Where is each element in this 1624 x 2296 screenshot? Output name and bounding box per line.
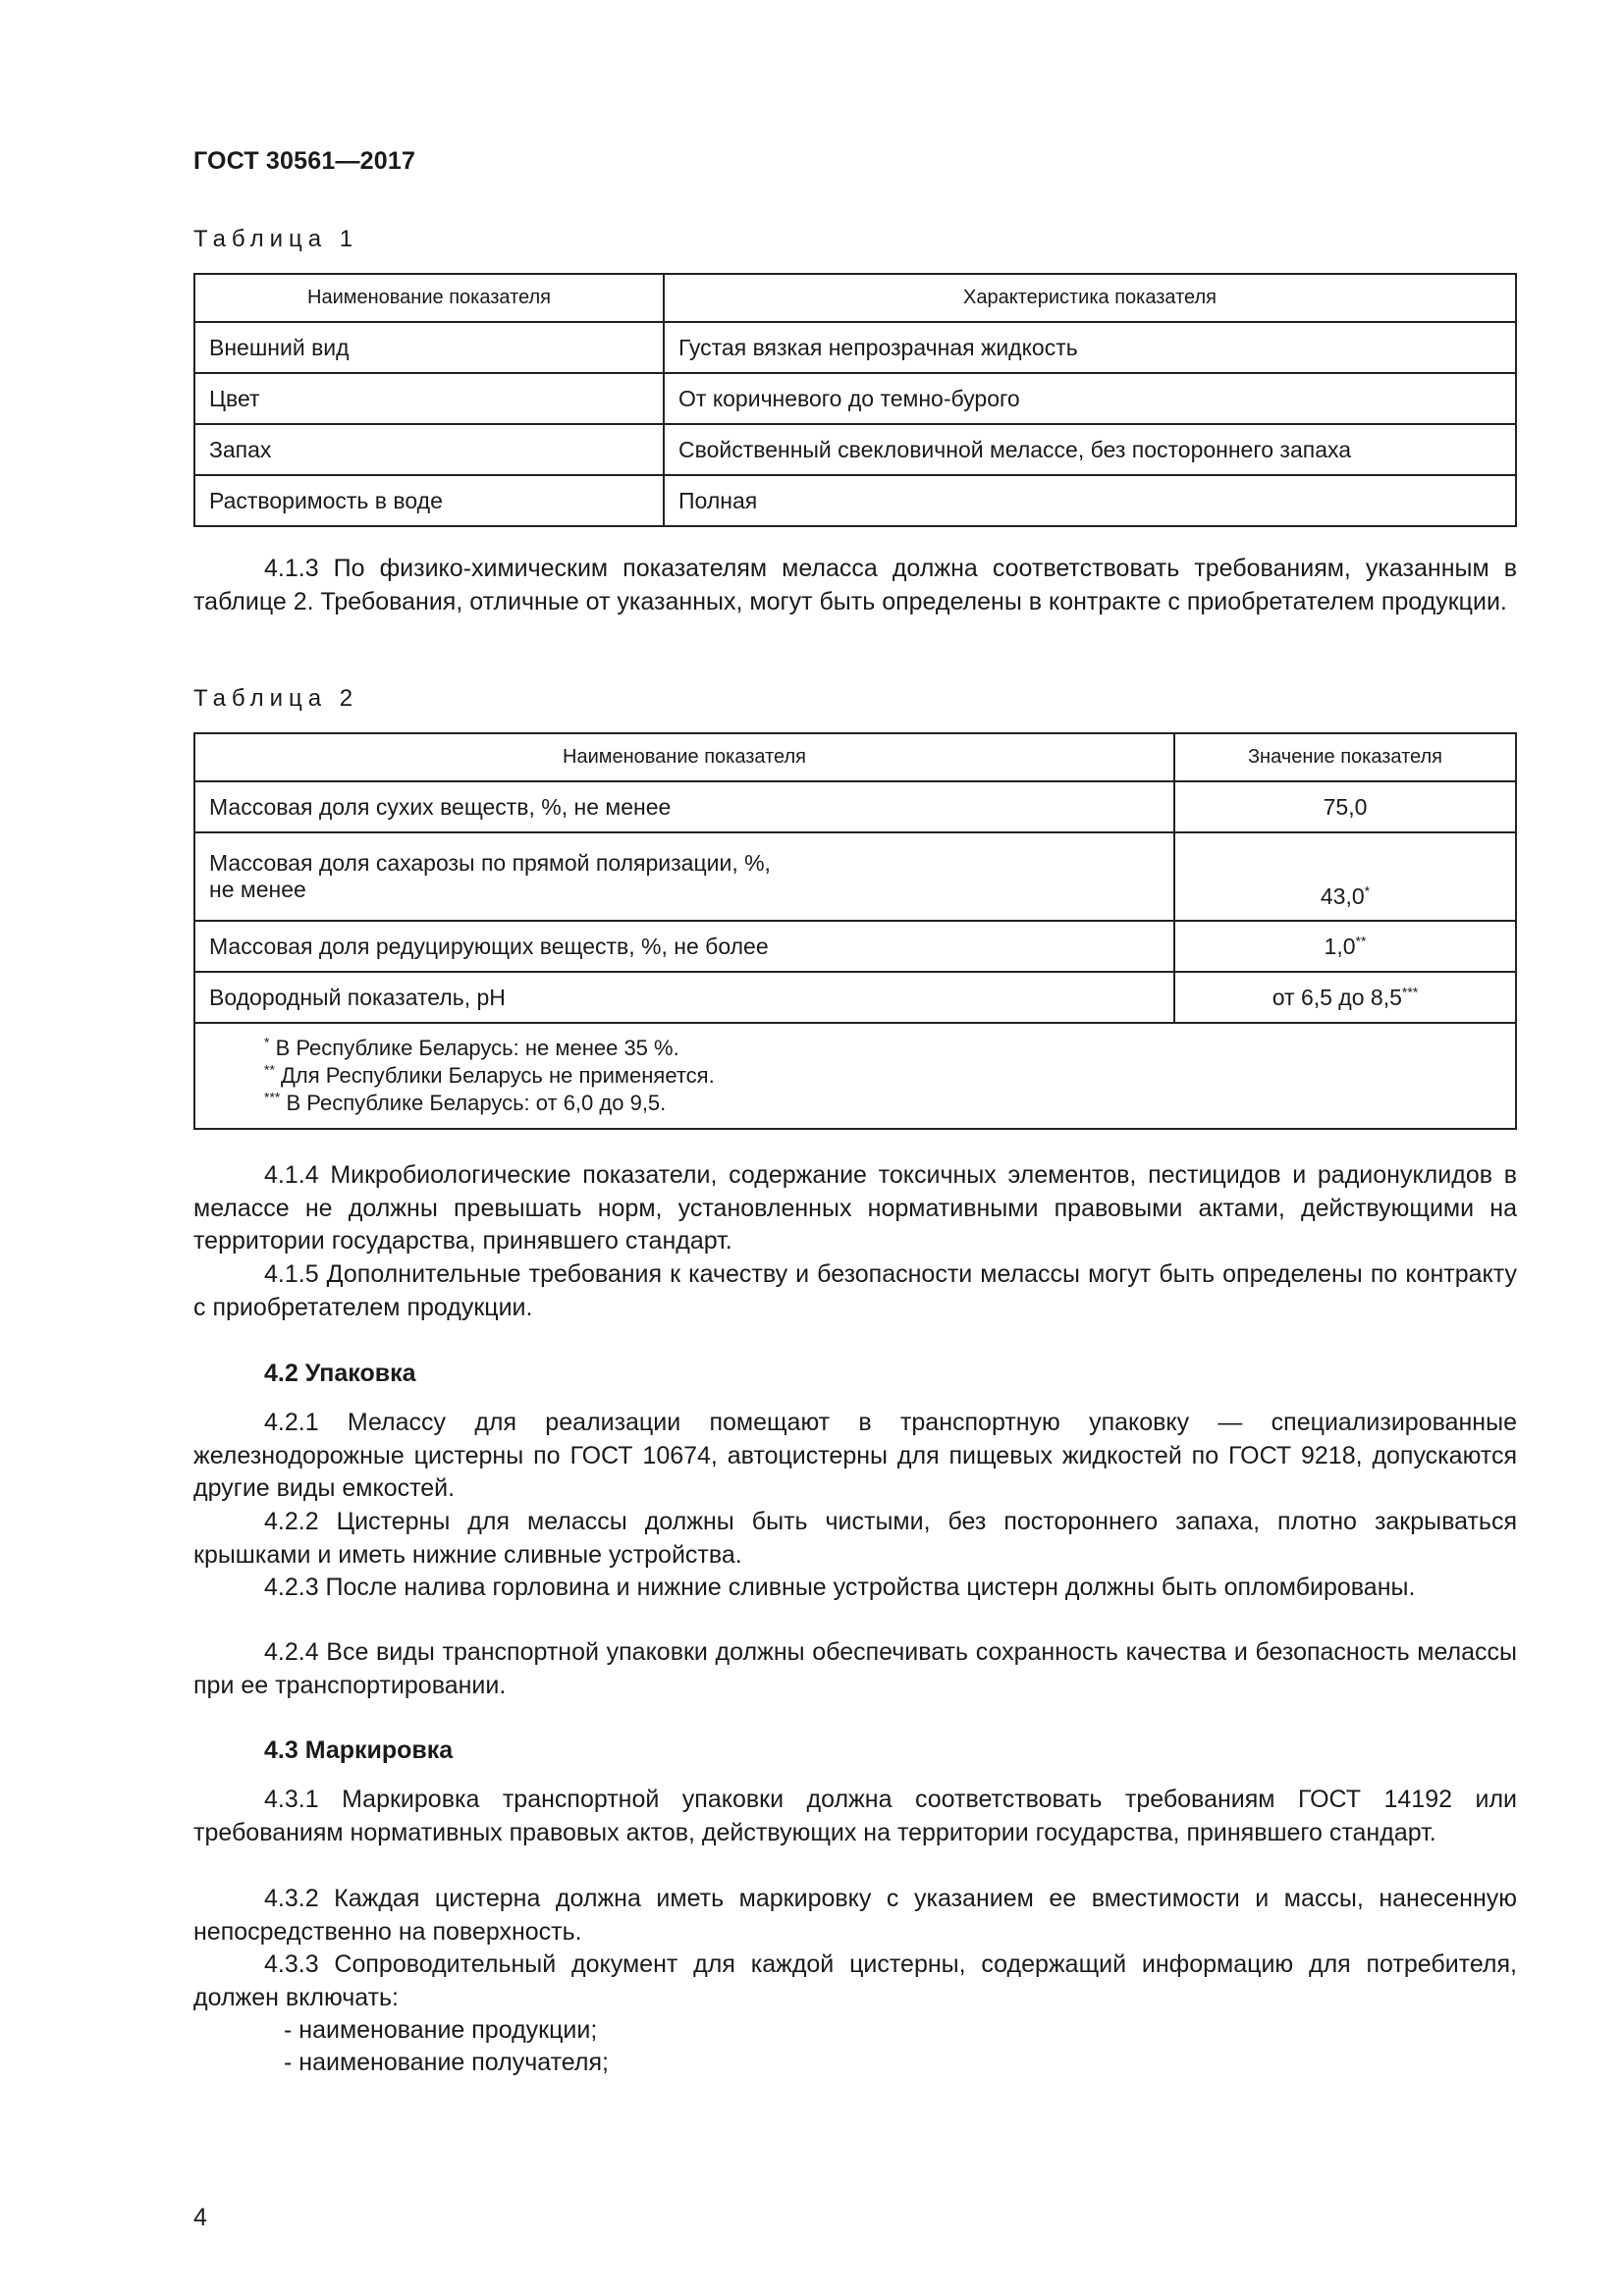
table-cell: Цвет [194, 373, 664, 424]
footnote-mark: * [264, 1034, 270, 1050]
table2 [193, 732, 1517, 1130]
table-header-cell: Характеристика показателя [664, 274, 1516, 322]
paragraph-4-1-3: 4.1.3 По физико-химическим показателям меласса должна соответствовать требованиям, указанным в таблице 2. Требования, отличные от указанных, могут быть определены в контракте с приобретателем продукции. [193, 555, 1517, 615]
table-header-row [194, 733, 1516, 781]
table-cell [1174, 921, 1516, 972]
paragraph-4-2-1: 4.2.1 Мелассу для реализации помещают в транспортную упаковку — специализированные железнодорожные цистерны по ГОСТ 10674, автоцистерны для пищевых жидкостей по ГОСТ 9218, допускаются другие виды емкостей. [193, 1409, 1517, 1502]
table2-caption: Таблица 2 [193, 685, 359, 712]
table-cell: Водородный показатель, pH [194, 972, 1174, 1023]
table1 [193, 273, 1517, 527]
table-cell: Запах [194, 424, 664, 475]
table-header-cell: Наименование показателя [194, 733, 1174, 781]
table-footnotes [194, 1023, 1516, 1129]
table-cell: Полная [664, 475, 1516, 526]
table-header-cell: Наименование показателя [194, 274, 664, 322]
table-cell [1174, 972, 1516, 1023]
footnote-mark: * [1364, 882, 1371, 899]
table-row [194, 832, 1516, 921]
table-cell [194, 832, 1174, 921]
table-header-row [194, 274, 1516, 322]
paragraph-4-3-2: 4.3.2 Каждая цистерна должна иметь маркировку с указанием ее вместимости и массы, нанесенную непосредственно на поверхность. [193, 1885, 1517, 1946]
table-footnotes-row [194, 1023, 1516, 1129]
footnote-mark: *** [264, 1089, 281, 1105]
footnote-text: Для Республики Беларусь не применяется. [274, 1063, 715, 1088]
section-heading-4-3: 4.3 Маркировка [264, 1736, 454, 1764]
cell-line: Массовая доля сахарозы по прямой поляризации, %, [209, 850, 771, 876]
section-heading-4-2: 4.2 Упаковка [264, 1360, 416, 1387]
table-row [194, 781, 1516, 832]
list-item: - наименование получателя; [284, 2049, 609, 2076]
table-row [194, 475, 1516, 526]
table-cell: Растворимость в воде [194, 475, 664, 526]
table-cell: От коричневого до темно-бурого [664, 373, 1516, 424]
paragraph-4-3-1: 4.3.1 Маркировка транспортной упаковки должна соответствовать требованиям ГОСТ 14192 или требованиям нормативных правовых актов, действующих на территории государства, принявшего стандарт. [193, 1786, 1517, 1846]
footnote-mark: *** [1401, 983, 1419, 999]
cell-line: не менее [209, 877, 306, 902]
paragraph-4-3-3: 4.3.3 Сопроводительный документ для каждой цистерны, содержащий информацию для потребителя, должен включать: [193, 1950, 1517, 2011]
table-cell: Внешний вид [194, 322, 664, 373]
table1-caption: Таблица 1 [193, 226, 359, 252]
table-header-cell: Значение показателя [1174, 733, 1516, 781]
table-cell [1174, 781, 1516, 832]
paragraph-4-2-3: 4.2.3 После налива горловина и нижние сливные устройства цистерн должны быть опломбированы. [264, 1574, 1416, 1601]
paragraph-4-2-2: 4.2.2 Цистерны для мелассы должны быть чистыми, без постороннего запаха, плотно закрываться крышками и иметь нижние сливные устройства. [193, 1508, 1517, 1569]
value-text: 75,0 [1323, 793, 1368, 820]
table-cell [1174, 832, 1516, 921]
table-row [194, 322, 1516, 373]
footnote-mark: ** [1355, 932, 1367, 948]
table-row [194, 972, 1516, 1023]
footnote-text: В Республике Беларусь: от 6,0 до 9,5. [280, 1091, 667, 1115]
footnote [264, 1035, 1501, 1062]
table-cell: Свойственный свекловичной мелассе, без постороннего запаха [664, 424, 1516, 475]
paragraph-4-2-4: 4.2.4 Все виды транспортной упаковки должны обеспечивать сохранность качества и безопасность мелассы при ее транспортировании. [193, 1638, 1517, 1699]
document-code-header: ГОСТ 30561—2017 [193, 147, 416, 175]
table-cell: Густая вязкая непрозрачная жидкость [664, 322, 1516, 373]
table-row [194, 373, 1516, 424]
footnote [264, 1090, 1501, 1117]
table-row [194, 921, 1516, 972]
footnote-mark: ** [264, 1061, 275, 1078]
page-number: 4 [193, 2204, 207, 2231]
footnote [264, 1062, 1501, 1090]
table-cell: Массовая доля сухих веществ, %, не менее [194, 781, 1174, 832]
paragraph-4-1-5: 4.1.5 Дополнительные требования к качеству и безопасности мелассы могут быть определены по контракту с приобретателем продукции. [193, 1260, 1517, 1321]
list-item: - наименование продукции; [284, 2016, 598, 2044]
table-cell: Массовая доля редуцирующих веществ, %, не более [194, 921, 1174, 972]
footnote-text: В Республике Беларусь: не менее 35 %. [269, 1036, 679, 1060]
value-text: 43,0 [1320, 883, 1365, 909]
value-text: 1,0 [1324, 933, 1356, 959]
table-row [194, 424, 1516, 475]
value-text: от 6,5 до 8,5 [1272, 984, 1402, 1010]
paragraph-4-1-4: 4.1.4 Микробиологические показатели, содержание токсичных элементов, пестицидов и радионуклидов в мелассе не должны превышать норм, установленных нормативными правовыми актами, действующими на территории государства, принявшего стандарт. [193, 1161, 1517, 1255]
